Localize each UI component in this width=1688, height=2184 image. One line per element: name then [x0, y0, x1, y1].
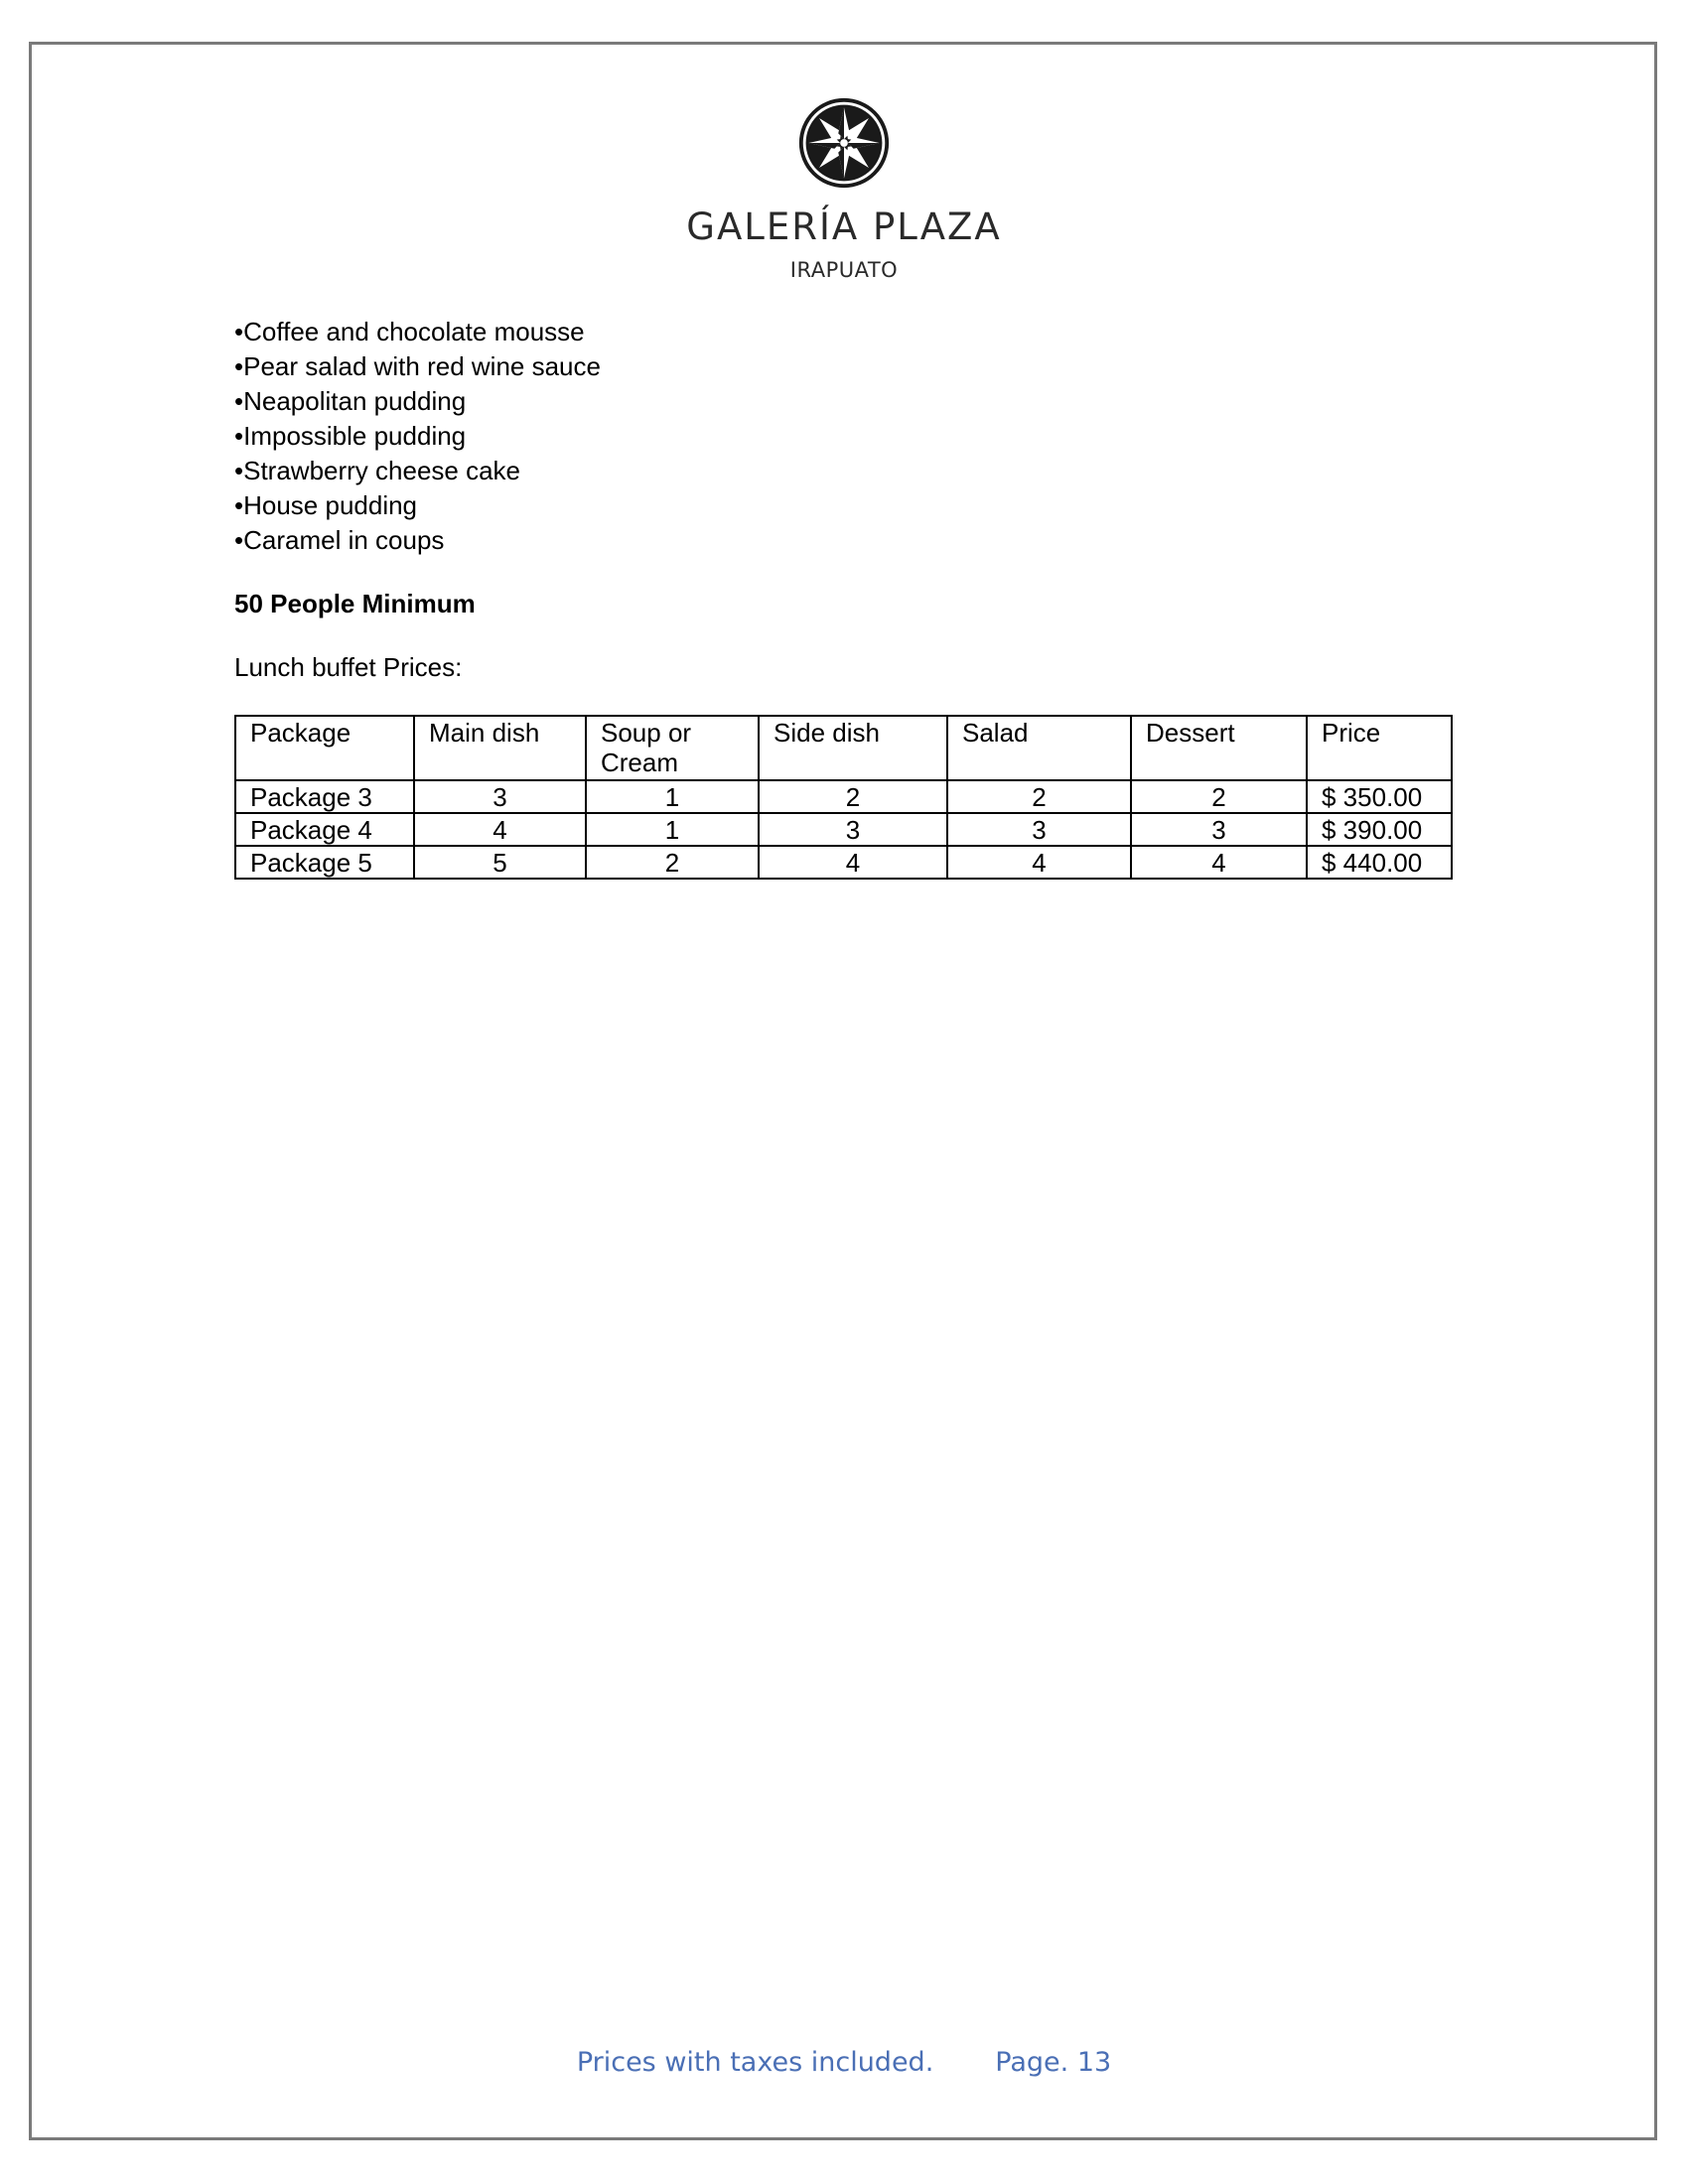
column-header: Side dish [759, 716, 947, 780]
list-item: •Caramel in coups [234, 525, 445, 555]
column-header: Salad [947, 716, 1131, 780]
table-cell: 2 [1131, 780, 1307, 813]
table-cell: 3 [1131, 813, 1307, 846]
list-item: •House pudding [234, 490, 418, 520]
table-cell: 4 [759, 846, 947, 879]
price-table [234, 715, 1453, 880]
footer-page-label: Page. [995, 2047, 1069, 2078]
table-cell: 2 [586, 846, 759, 879]
compass-star-icon [796, 95, 892, 191]
table-cell: 5 [414, 846, 586, 879]
table-cell: 4 [1131, 846, 1307, 879]
list-item: •Impossible pudding [234, 421, 467, 451]
table-cell: Package 4 [235, 813, 414, 846]
table-row [235, 780, 1452, 813]
list-item: •Neapolitan pudding [234, 386, 467, 416]
table-cell: 3 [414, 780, 586, 813]
list-item: •Strawberry cheese cake [234, 456, 521, 485]
table-cell: 1 [586, 813, 759, 846]
table-cell: 2 [759, 780, 947, 813]
table-cell: 4 [947, 846, 1131, 879]
table-cell: 1 [586, 780, 759, 813]
table-cell: 3 [947, 813, 1131, 846]
table-cell: $ 350.00 [1307, 780, 1452, 813]
list-item: •Pear salad with red wine sauce [234, 351, 601, 381]
brand-logo [645, 95, 1043, 281]
column-header: Package [235, 716, 414, 780]
footer-page-number: 13 [1076, 2047, 1112, 2078]
column-header: Main dish [414, 716, 586, 780]
table-cell: $ 390.00 [1307, 813, 1452, 846]
list-item: •Coffee and chocolate mousse [234, 317, 585, 346]
prices-title: Lunch buffet Prices: [234, 652, 463, 682]
table-row [235, 813, 1452, 846]
page-footer [0, 2047, 1688, 2078]
column-header: Price [1307, 716, 1452, 780]
column-header: Dessert [1131, 716, 1307, 780]
table-cell: 4 [414, 813, 586, 846]
dessert-list [234, 315, 601, 558]
table-row [235, 846, 1452, 879]
brand-name: GALERÍA PLAZA [686, 205, 1002, 248]
minimum-note: 50 People Minimum [234, 589, 476, 618]
footer-tax-note: Prices with taxes included. [576, 2047, 934, 2078]
table-cell: Package 5 [235, 846, 414, 879]
table-cell: Package 3 [235, 780, 414, 813]
table-cell: 2 [947, 780, 1131, 813]
table-cell: 3 [759, 813, 947, 846]
column-header: Soup or Cream [586, 716, 759, 780]
table-cell: $ 440.00 [1307, 846, 1452, 879]
brand-city: IRAPUATO [789, 258, 899, 282]
table-header-row [235, 716, 1452, 780]
